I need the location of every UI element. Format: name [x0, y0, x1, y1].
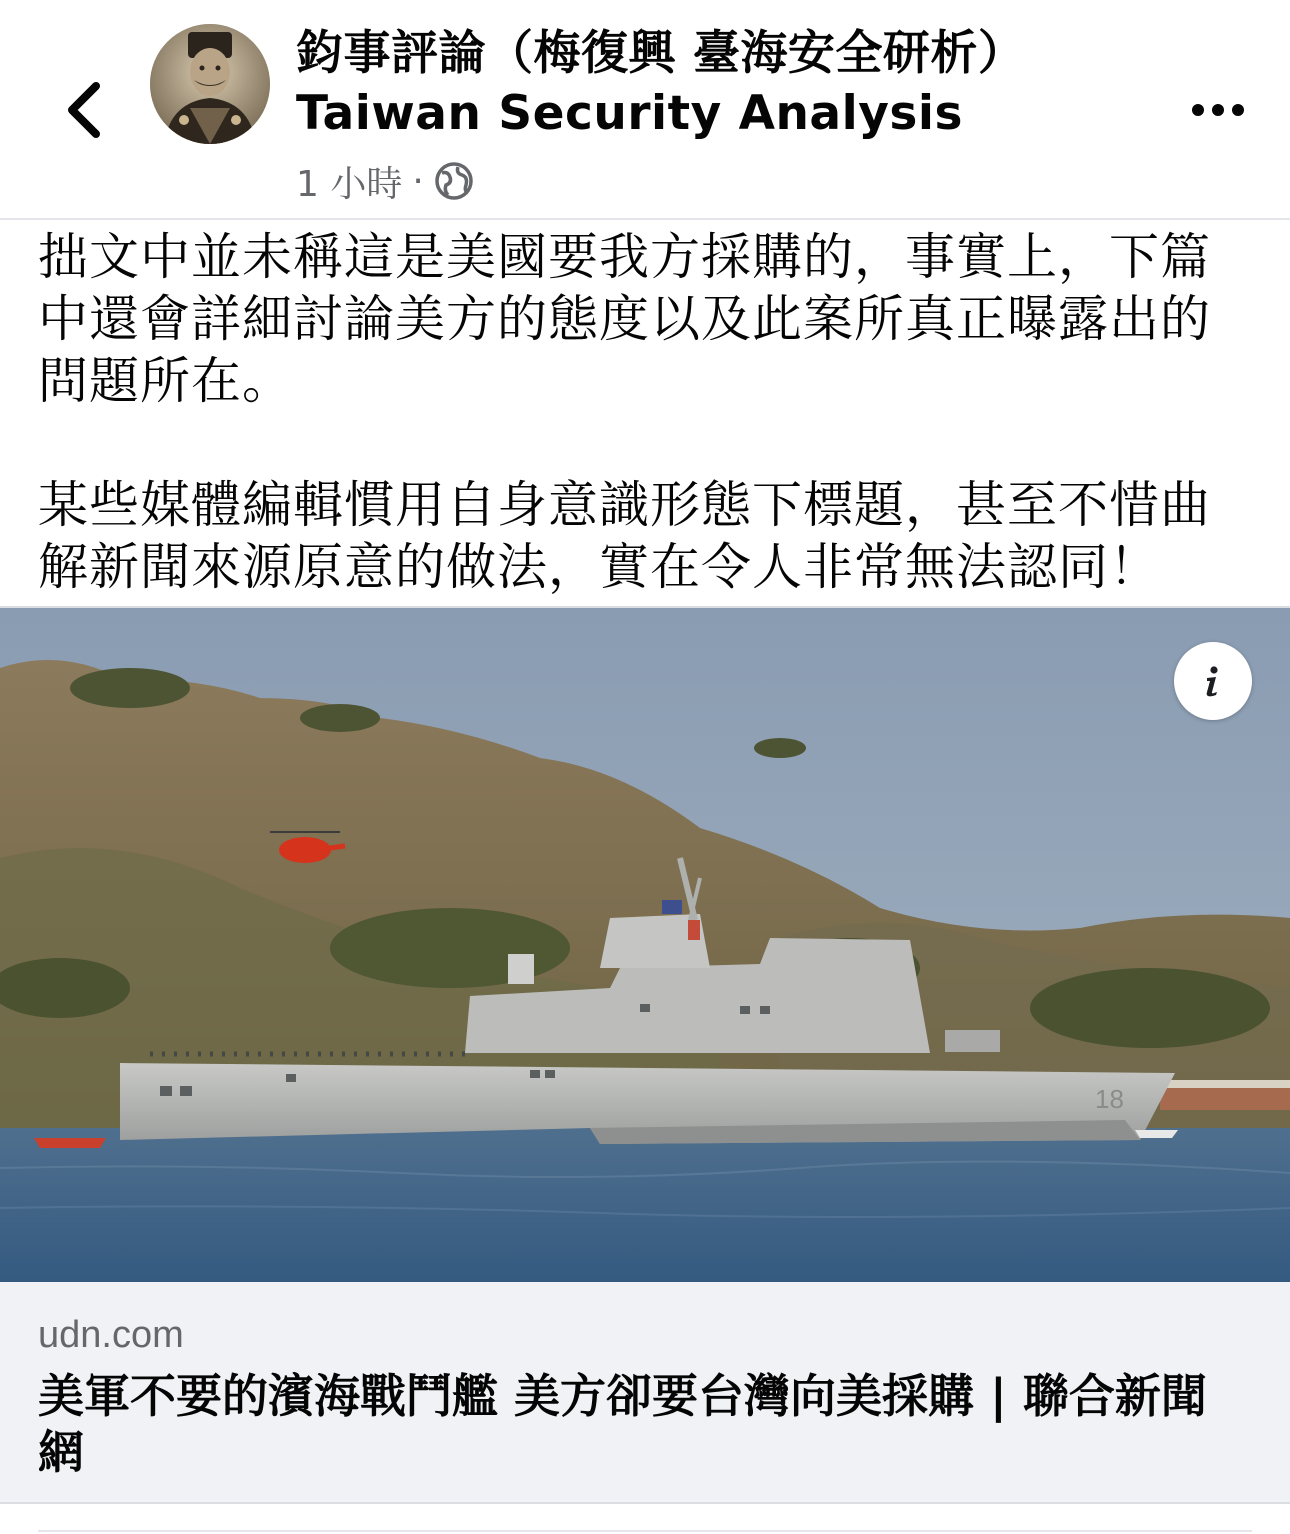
link-preview-image[interactable]	[0, 606, 1290, 1284]
info-icon	[1193, 661, 1233, 701]
page-avatar[interactable]	[150, 24, 270, 144]
info-button[interactable]	[1174, 642, 1252, 720]
link-domain: udn.com	[38, 1314, 184, 1356]
post-message	[38, 226, 1258, 598]
warship-photo	[0, 608, 1290, 1284]
page-name[interactable]	[296, 24, 1156, 144]
more-dots-icon	[1188, 90, 1248, 130]
post-paragraph-2: 某些媒體編輯慣用自身意識形態下標題，甚至不惜曲解新聞來源原意的做法，實在令人非常無法認同！	[38, 476, 1211, 596]
link-preview-card[interactable]	[0, 606, 1290, 1502]
post-header	[0, 0, 1290, 218]
link-preview-footer[interactable]	[0, 1282, 1290, 1504]
page-name-english: Taiwan Security Analysis	[296, 86, 963, 141]
header-divider	[0, 218, 1290, 220]
chevron-left-icon	[58, 78, 114, 142]
meta-separator: ·	[412, 160, 424, 202]
paragraph-gap	[38, 412, 1258, 474]
globe-icon	[434, 161, 474, 201]
svg-text:18: 18	[1095, 1084, 1124, 1114]
avatar-portrait	[150, 24, 270, 144]
post-timestamp[interactable]: 1 小時	[296, 163, 403, 205]
page-name-chinese: 鈞事評論（梅復興 臺海安全研析）	[296, 26, 1026, 81]
post-paragraph-1: 拙文中並未稱這是美國要我方採購的，事實上，下篇中還會詳細討論美方的態度以及此案所真正曝露出的問題所在。	[38, 228, 1211, 410]
back-button[interactable]	[58, 78, 114, 142]
post-meta	[296, 156, 474, 206]
bottom-divider	[38, 1530, 1252, 1532]
link-title[interactable]: 美軍不要的濱海戰鬥艦 美方卻要台灣向美採購 | 聯合新聞網	[38, 1369, 1207, 1479]
more-options-button[interactable]	[1188, 90, 1248, 130]
